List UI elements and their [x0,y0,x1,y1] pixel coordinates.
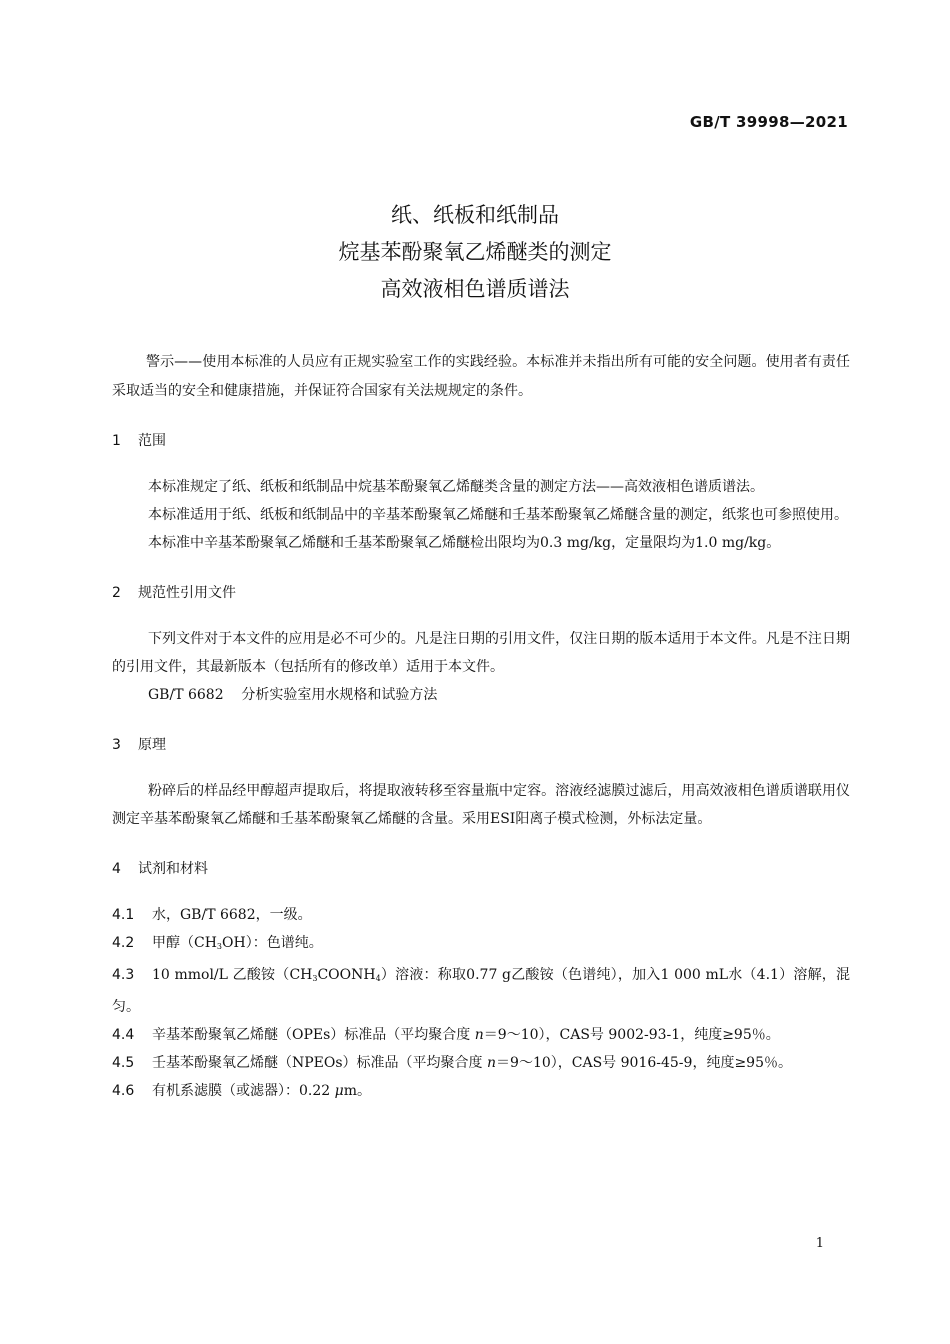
principle-paragraph: 粉碎后的样品经甲醇超声提取后，将提取液转移至容量瓶中定容。溶液经滤膜过滤后，用高效液相色谱质谱联用仪测定辛基苯酚聚氧乙烯醚和壬基苯酚聚氧乙烯醚的含量。采用ESI阳离子模式检测，外标法定量。 [112,783,850,827]
scope-paragraph-3: 本标准中辛基苯酚聚氧乙烯醚和壬基苯酚聚氧乙烯醚检出限均为0.3 mg/kg，定量限均为1.0 mg/kg。 [148,535,781,551]
section-1-heading [112,431,850,451]
scope-paragraph-1: 本标准规定了纸、纸板和纸制品中烷基苯酚聚氧乙烯醚类含量的测定方法——高效液相色谱质谱法。 [148,479,764,495]
normative-paragraph: 下列文件对于本文件的应用是必不可少的。凡是注日期的引用文件，仅注日期的版本适用于本文件。凡是不注日期的引用文件，其最新版本（包括所有的修改单）适用于本文件。 [112,631,850,675]
scope-paragraph-2: 本标准适用于纸、纸板和纸制品中的辛基苯酚聚氧乙烯醚和壬基苯酚聚氧乙烯醚含量的测定，纸浆也可参照使用。 [148,507,848,523]
section-number: 3 [112,737,121,753]
reference-title: 分析实验室用水规格和试验方法 [241,687,438,703]
item-number: 4.2 [112,935,135,951]
item-text: 有机系滤膜（或滤器）：0.22 μm。 [152,1083,372,1099]
list-item [112,1021,850,1049]
section-title: 试剂和材料 [138,861,208,877]
item-text: 壬基苯酚聚氧乙烯醚（NPEOs）标准品（平均聚合度 n＝9～10），CAS号 9016-45-9，纯度≥95％。 [152,1055,792,1071]
section-number: 4 [112,861,121,877]
title-line-1: 纸、纸板和纸制品 [391,203,559,227]
item-number: 4.6 [112,1083,135,1099]
section-title: 范围 [138,433,166,449]
list-item [112,929,850,961]
section-number: 1 [112,433,121,449]
item-text: 10 mmol/L 乙酸铵$(CH_3COONH_4)$溶液：称取0.77 g乙酸铵（色谱纯），加入1 000 mL水（4.1）溶解，混匀。 [112,967,850,1015]
item-number: 4.3 [112,967,135,983]
reference-code: GB/T 6682 [148,687,224,703]
section-title: 规范性引用文件 [138,585,236,601]
normative-reference [112,681,850,709]
title-line-3: 高效液相色谱质谱法 [380,277,570,301]
item-text: 甲醇$(CH_3OH)$：色谱纯。 [152,935,323,951]
document-body [112,348,850,1105]
section-3-heading [112,735,850,755]
warning-notice: 警示——使用本标准的人员应有正规实验室工作的实践经验。本标准并未指出所有可能的安全问题。使用者有责任采取适当的安全和健康措施，并保证符合国家有关法规规定的条件。 [112,354,850,399]
title-line-2: 烷基苯酚聚氧乙烯醚类的测定 [338,240,612,264]
item-number: 4.5 [112,1055,135,1071]
document-title [0,197,950,308]
item-number: 4.1 [112,907,135,923]
section-number: 2 [112,585,121,601]
list-item [112,1077,850,1105]
section-title: 原理 [138,737,166,753]
list-item [112,1049,850,1077]
list-item [112,961,850,1021]
item-text: 水，GB/T 6682，一级。 [152,907,312,923]
page-number: 1 [815,1236,824,1251]
item-text: 辛基苯酚聚氧乙烯醚（OPEs）标准品（平均聚合度 n＝9～10），CAS号 9002-93-1，纯度≥95％。 [152,1027,780,1043]
section-2-heading [112,583,850,603]
standard-code: GB/T 39998—2021 [689,113,848,131]
section-4-heading [112,859,850,879]
item-number: 4.4 [112,1027,135,1043]
list-item [112,901,850,929]
